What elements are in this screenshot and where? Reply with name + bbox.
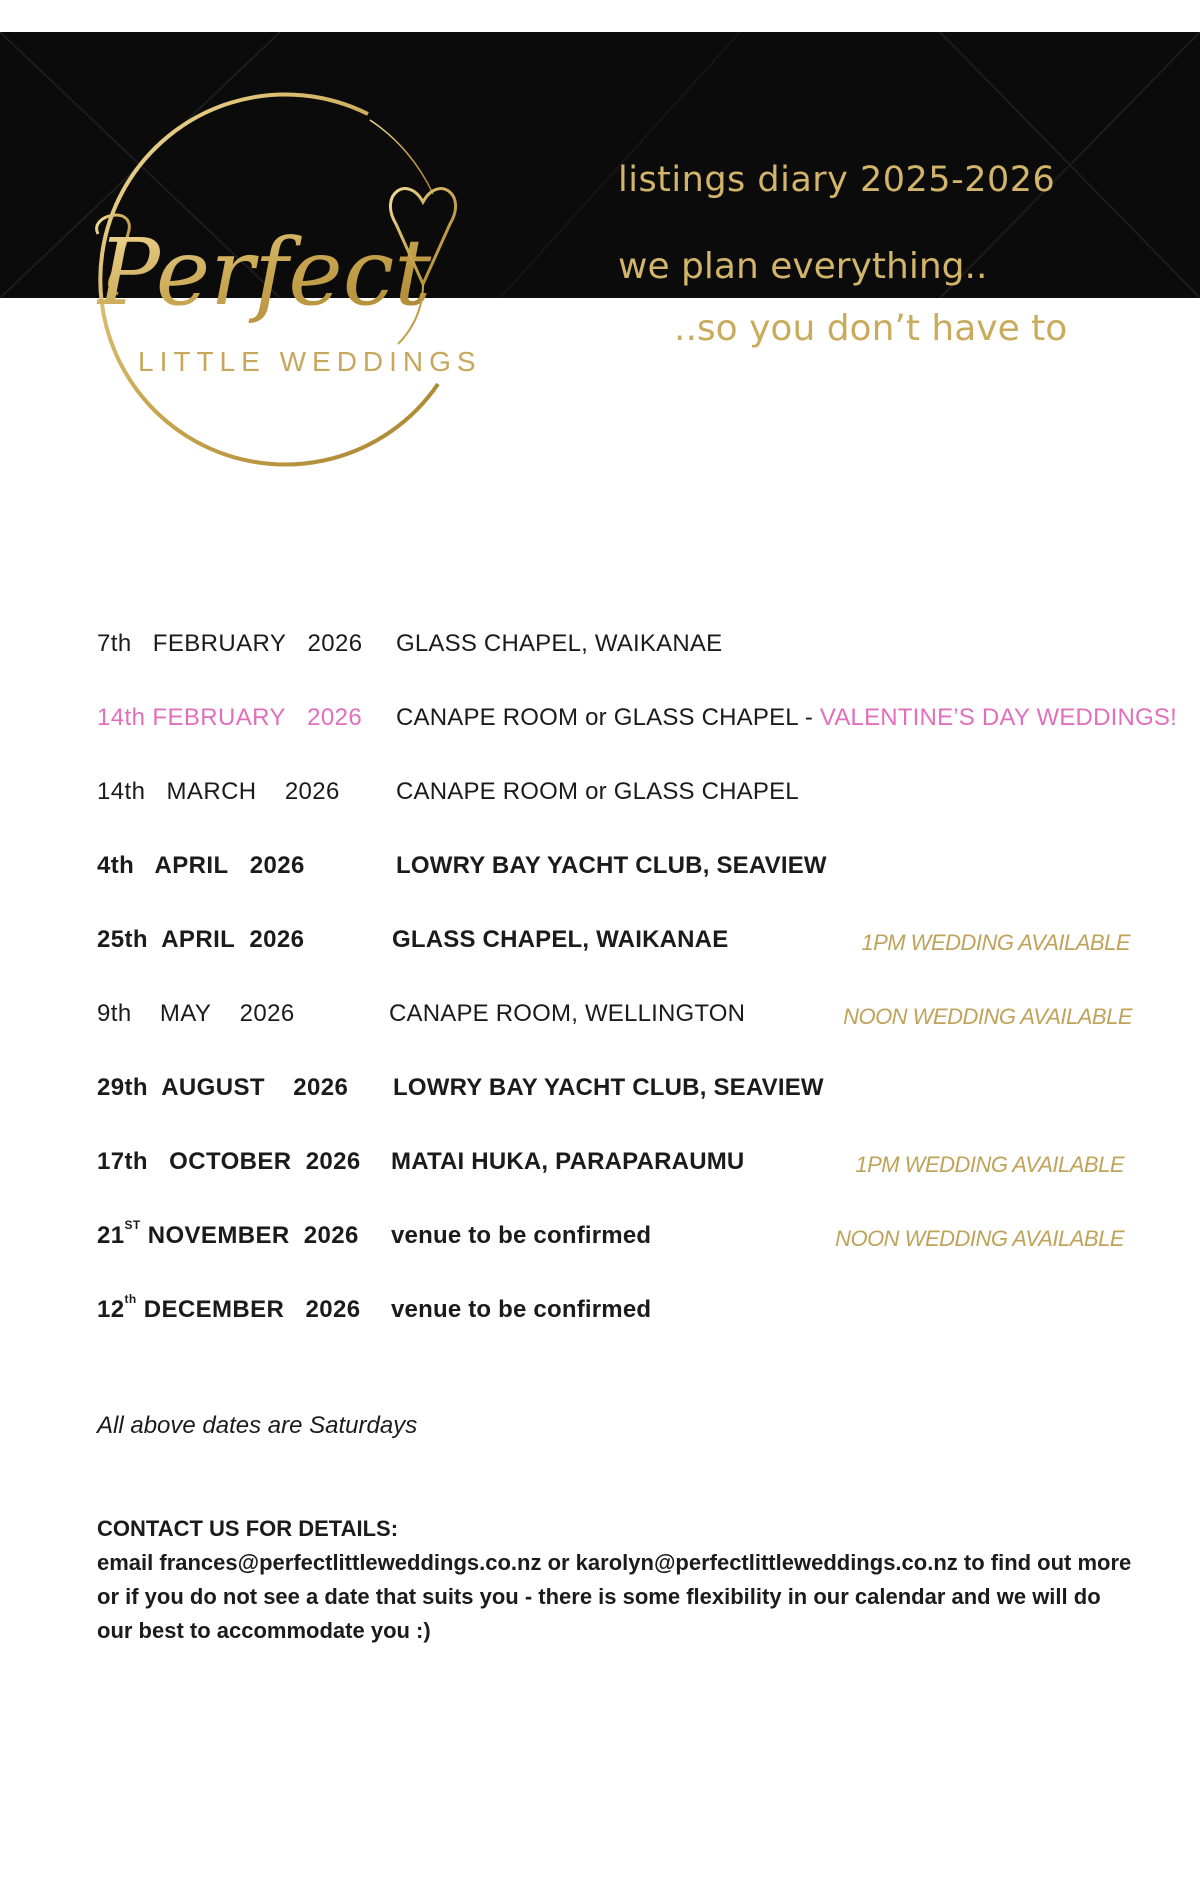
listing-row	[0, 1292, 1200, 1336]
listing-row-valentines	[0, 704, 1200, 744]
listing-note: 1PM WEDDING AVAILABLE	[861, 930, 1130, 955]
listing-venue: LOWRY BAY YACHT CLUB, SEAVIEW	[396, 852, 827, 879]
listing-note: NOON WEDDING AVAILABLE	[835, 1226, 1124, 1251]
listing-date: 12th DECEMBER 2026	[97, 1292, 361, 1323]
listing-row	[0, 778, 1200, 818]
listing-venue: LOWRY BAY YACHT CLUB, SEAVIEW	[393, 1074, 824, 1101]
contact-heading: CONTACT US FOR DETAILS:	[97, 1516, 399, 1541]
listing-venue: venue to be confirmed	[391, 1222, 652, 1249]
listing-date: 21ST NOVEMBER 2026	[97, 1218, 359, 1249]
listing-date: 17th OCTOBER 2026	[97, 1148, 361, 1175]
listing-row	[0, 852, 1200, 892]
listing-row	[0, 630, 1200, 670]
listing-row	[0, 1148, 1200, 1188]
listing-venue: CANAPE ROOM or GLASS CHAPEL - VALENTINE’S DAY WEDDINGS!	[396, 704, 1177, 731]
listing-row	[0, 1218, 1200, 1262]
valentines-highlight: VALENTINE’S DAY WEDDINGS!	[819, 704, 1177, 731]
listing-venue: GLASS CHAPEL, WAIKANAE	[396, 630, 723, 657]
listing-venue: venue to be confirmed	[391, 1296, 652, 1323]
logo-mark	[78, 84, 508, 484]
listing-date: 29th AUGUST 2026	[97, 1074, 349, 1101]
listing-date: 25th APRIL 2026	[97, 926, 305, 953]
listing-venue: CANAPE ROOM or GLASS CHAPEL	[396, 778, 799, 805]
logo-script: Perfect	[98, 219, 432, 326]
tagline-plan: we plan everything..	[618, 246, 988, 287]
listing-row	[0, 1000, 1200, 1040]
brand-logo	[78, 84, 508, 489]
logo-subtitle: LITTLE WEDDINGS	[138, 346, 482, 377]
listing-date: 9th MAY 2026	[97, 1000, 295, 1027]
listing-row	[0, 926, 1200, 966]
listing-venue: GLASS CHAPEL, WAIKANAE	[392, 926, 729, 953]
listing-date: 7th FEBRUARY 2026	[97, 630, 363, 657]
listing-venue: CANAPE ROOM, WELLINGTON	[389, 1000, 746, 1027]
listing-date: 4th APRIL 2026	[97, 852, 305, 879]
tagline-diary: listings diary 2025-2026	[618, 160, 1056, 200]
listing-date: 14th FEBRUARY 2026	[97, 704, 363, 731]
saturdays-note: All above dates are Saturdays	[97, 1412, 418, 1439]
listing-venue: MATAI HUKA, PARAPARAUMU	[391, 1148, 745, 1175]
listing-note: 1PM WEDDING AVAILABLE	[855, 1152, 1124, 1177]
listing-date: 14th MARCH 2026	[97, 778, 340, 805]
contact-section	[97, 1512, 1137, 1648]
listing-row	[0, 1074, 1200, 1114]
listing-note: NOON WEDDING AVAILABLE	[843, 1004, 1132, 1029]
tagline-dont-have-to: ..so you don’t have to	[674, 308, 1068, 349]
contact-text: email frances@perfectlittleweddings.co.nz or karolyn@perfectlittleweddings.co.nz to find out more or if you do not see a date that suits you - there is some flexibility in our calendar and we will do our best to accommodate you :)	[97, 1550, 1132, 1643]
